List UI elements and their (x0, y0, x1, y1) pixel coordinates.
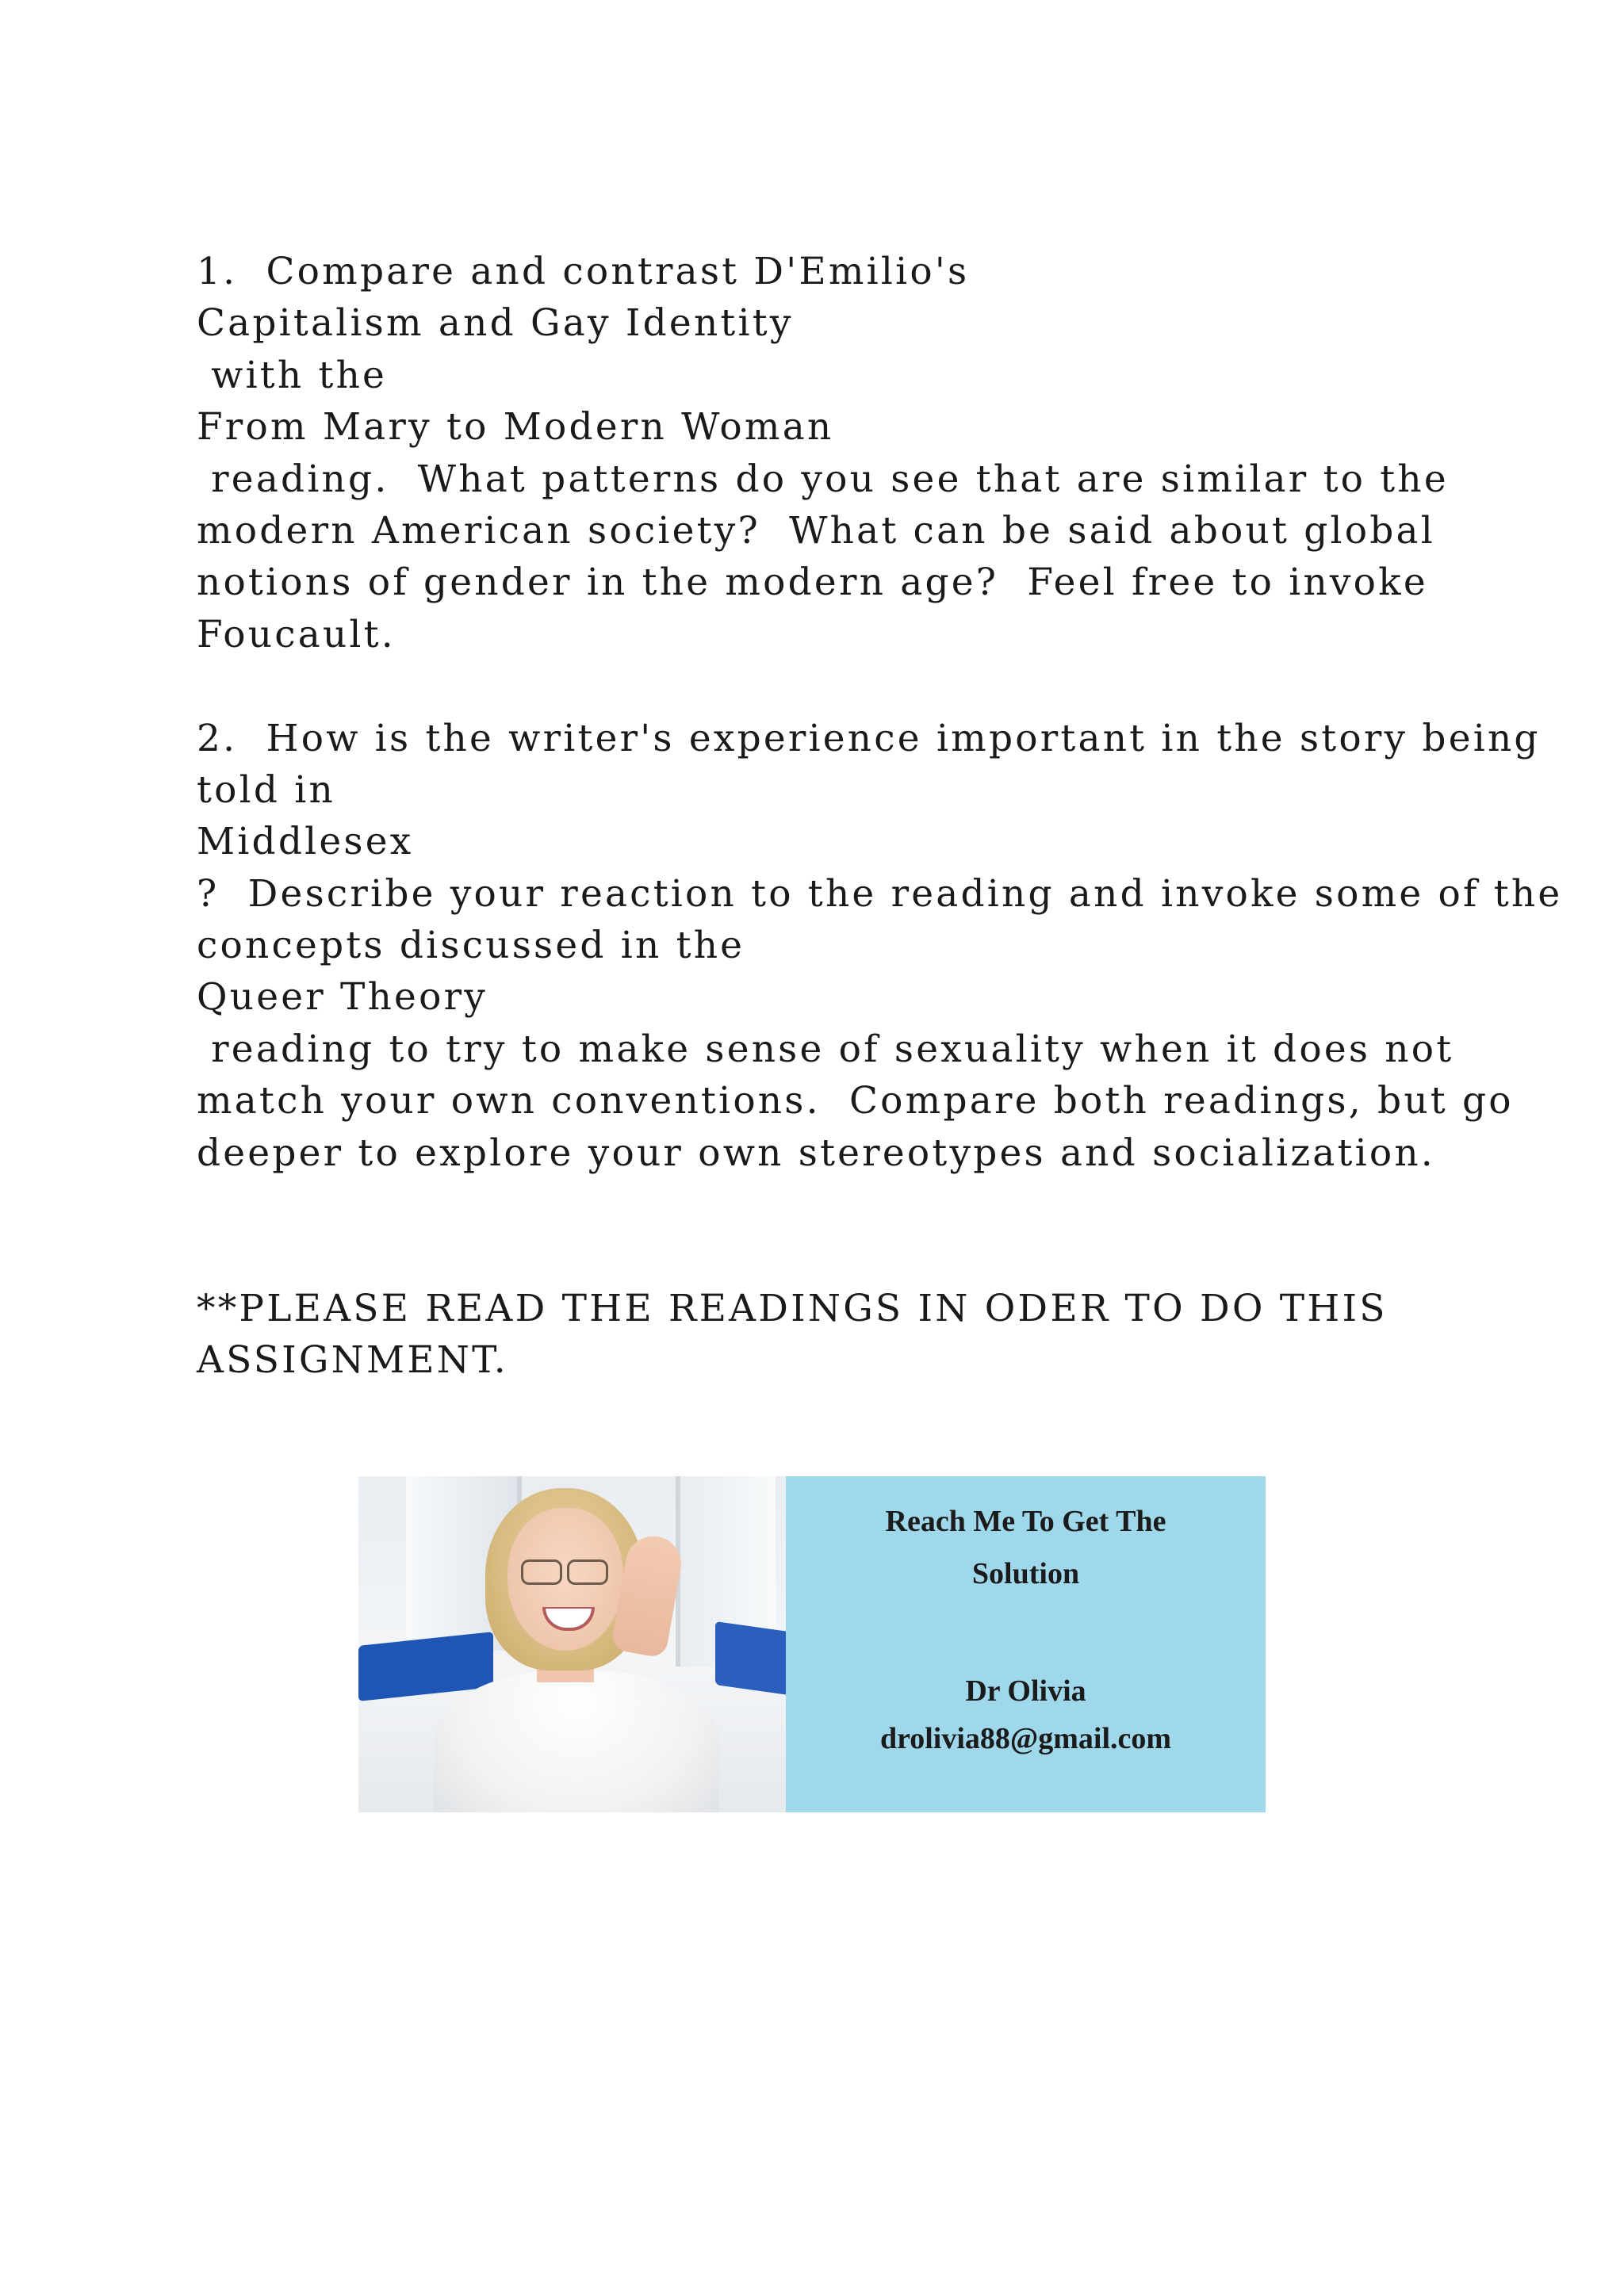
glasses-icon (521, 1559, 608, 1583)
question-1-line-7: notions of gender in the modern age? Feel free to invoke (197, 561, 1428, 605)
question-1-line-5: reading. What patterns do you see that are similar to the (197, 457, 1449, 501)
contact-email: drolivia88@gmail.com (879, 1722, 1172, 1755)
notice (197, 1283, 1545, 1387)
contact-name: Dr Olivia (965, 1674, 1086, 1708)
question-2-line-4: ? Describe your reaction to the reading and invoke some of the (197, 871, 1563, 916)
question-1 (197, 246, 1545, 660)
question-2-line-7: reading to try to make sense of sexuality when it does not (197, 1027, 1454, 1071)
paragraph-spacer (197, 660, 1545, 712)
paragraph-spacer (197, 1179, 1545, 1283)
question-2-line-9: deeper to explore your own stereotypes and socialization. (197, 1131, 1435, 1175)
question-1-line-4: From Mary to Modern Woman (197, 405, 834, 450)
contact-banner (358, 1476, 1266, 1812)
question-1-line-1: 1. Compare and contrast D'Emilio's (197, 250, 970, 293)
question-1-line-6: modern American society? What can be said about global (197, 508, 1435, 553)
notice-line-1: **PLEASE READ THE READINGS IN ODER TO DO THIS (197, 1286, 1388, 1330)
woman-photo (358, 1476, 786, 1812)
white-blouse (434, 1670, 719, 1812)
question-1-line-2: Capitalism and Gay Identity (197, 301, 794, 346)
question-2-line-6: Queer Theory (197, 975, 488, 1020)
banner-headline-line-1: Reach Me To Get The (885, 1505, 1166, 1538)
question-2 (197, 713, 1563, 1180)
blue-chair (715, 1621, 786, 1696)
question-2-line-1: 2. How is the writer's experience important in the story being (197, 716, 1541, 760)
question-1-line-8: Foucault. (197, 612, 396, 656)
notice-line-2: ASSIGNMENT. (197, 1338, 508, 1383)
question-1-line-3: with the (197, 353, 388, 397)
question-2-line-3: Middlesex (197, 820, 414, 864)
question-2-line-8: match your own conventions. Compare both readings, but go (197, 1079, 1514, 1123)
contact-info-panel (786, 1476, 1266, 1812)
question-2-line-2: told in (197, 767, 335, 812)
assignment-text (197, 246, 1563, 1387)
question-2-line-5: concepts discussed in the (197, 924, 745, 968)
banner-headline-line-2: Solution (971, 1557, 1080, 1590)
